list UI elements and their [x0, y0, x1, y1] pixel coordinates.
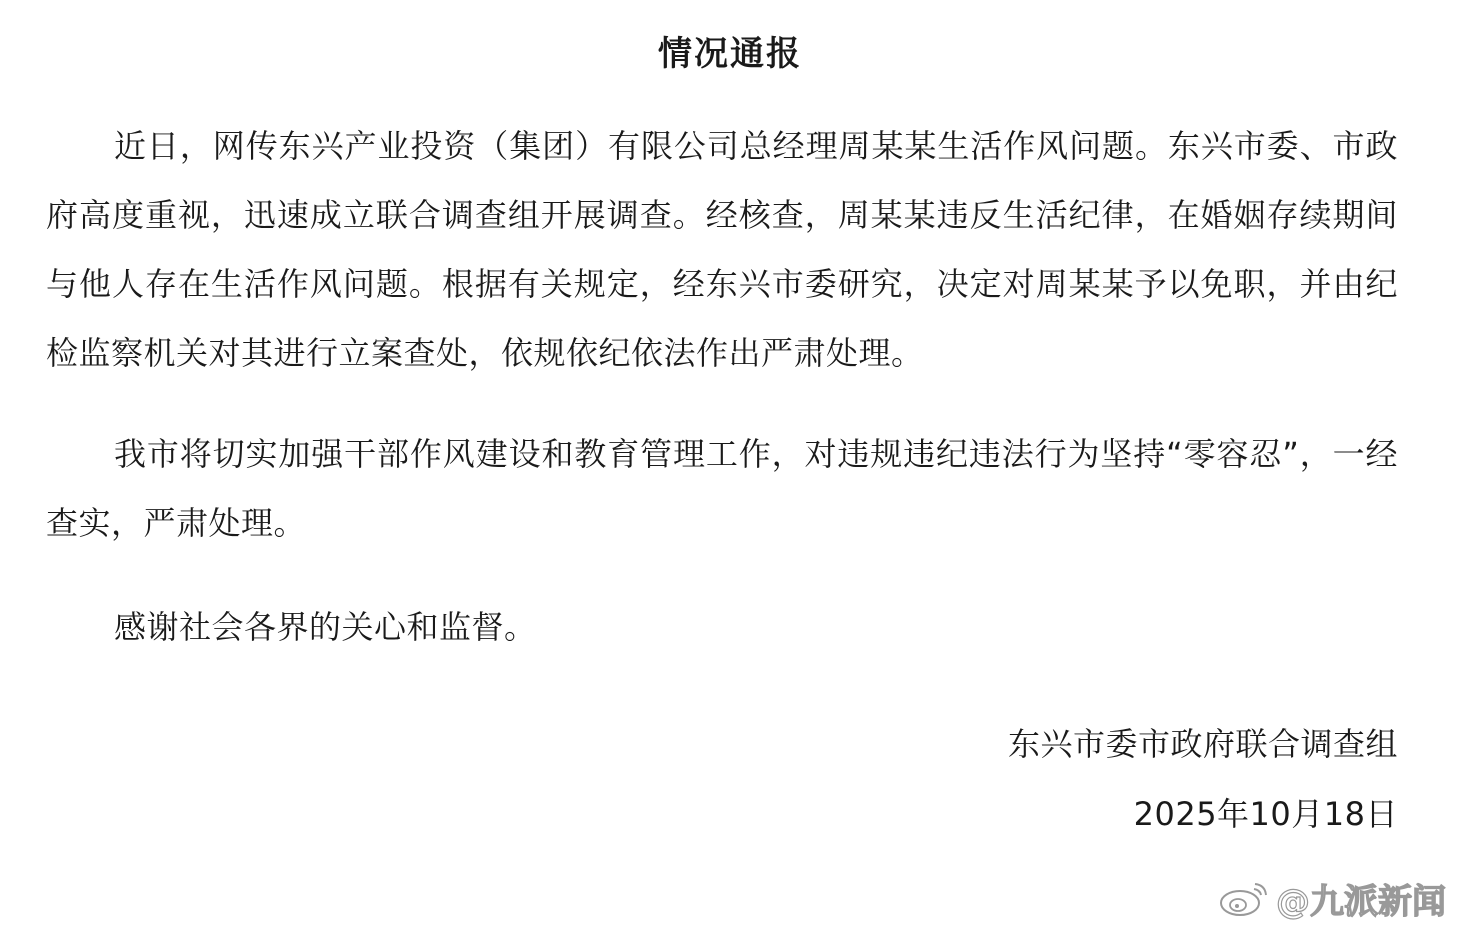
watermark — [1218, 872, 1446, 924]
signature-date: 2025年10月18日 — [1133, 795, 1398, 833]
paragraph-1: 近日，网传东兴产业投资（集团）有限公司总经理周某某生活作风问题。东兴市委、市政府高度重视，迅速成立联合调查组开展调查。经核查，周某某违反生活纪律，在婚姻存续期间与他人存在生活作风问题。根据有关规定，经东兴市委研究，决定对周某某予以免职，并由纪检监察机关对其进行立案查处，依规依纪依法作出严肃处理。 — [46, 127, 1398, 372]
watermark-text: @九派新闻 — [1276, 881, 1446, 922]
weibo-icon — [1218, 878, 1270, 918]
document-title: 情况通报 — [658, 34, 802, 74]
paragraph-3: 感谢社会各界的关心和监督。 — [114, 608, 537, 646]
paragraph-2: 我市将切实加强干部作风建设和教育管理工作，对违规违纪违法行为坚持“零容忍”，一经查实，严肃处理。 — [46, 435, 1398, 542]
signature-organization: 东兴市委市政府联合调查组 — [1007, 725, 1398, 763]
